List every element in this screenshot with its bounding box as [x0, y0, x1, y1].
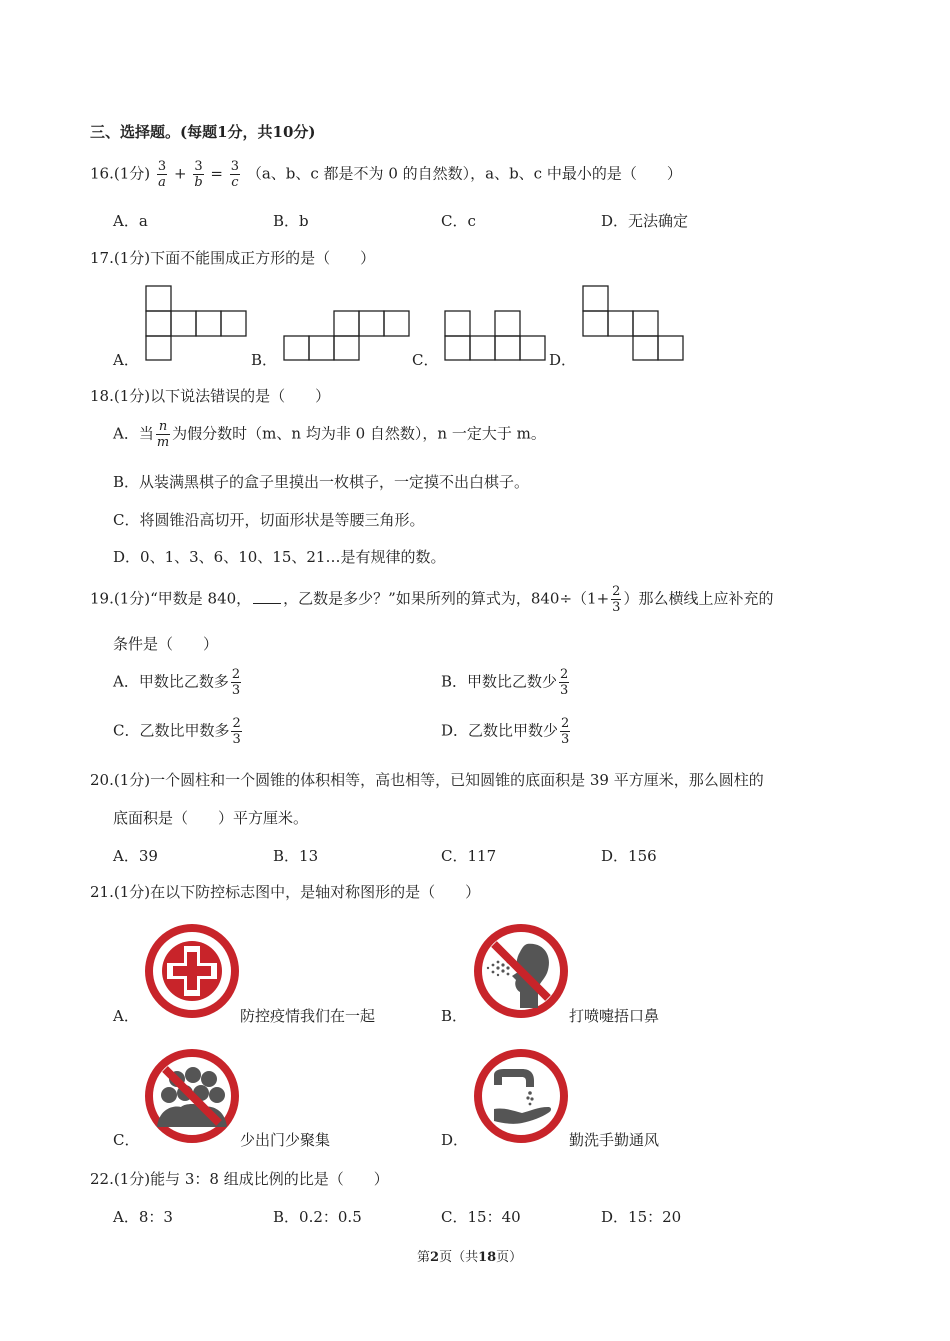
q18-option-c[interactable]: C．将圆锥沿高切开，切面形状是等腰三角形。 [113, 511, 425, 529]
q18-option-a[interactable]: A．当 $\frac{n}{m}$ 为假分数时（m、n 均为非 0 自然数），n 一定大于 m。 [113, 419, 546, 450]
question-19: 19.(1分)“甲数是 840， ，乙数是多少？”如果所列的算式为，840÷（1+ $\frac{2}{3}$ ）那么横线上应补充的 [90, 584, 774, 615]
q17-option-d[interactable]: D． [549, 351, 577, 369]
q20-line2: 底面积是（ ）平方厘米。 [113, 809, 309, 827]
page-total: 18 [478, 1250, 497, 1265]
no-crowd-icon[interactable] [143, 1047, 241, 1145]
q19-line2: 条件是（ ） [113, 635, 219, 653]
q22-option-a[interactable]: A．8：3 [113, 1208, 173, 1226]
q19-option-a[interactable]: A．甲数比乙数多 $\frac{2}{3}$ [113, 667, 241, 698]
q22-option-d[interactable]: D．15：20 [601, 1208, 682, 1226]
q16-option-b[interactable]: B．b [273, 212, 309, 230]
q21-option-c-letter[interactable]: C． [113, 1131, 140, 1149]
q17-net-d [582, 285, 688, 361]
q17-net-b [283, 310, 413, 362]
q16-option-c[interactable]: C．c [441, 212, 476, 230]
q17-option-b[interactable]: B． [251, 351, 278, 369]
q17-net-a [145, 285, 249, 361]
question-18: 18.(1分)以下说法错误的是（ ） [90, 387, 331, 405]
q16-condition: （a、b、c 都是不为 0 的自然数），a、b、c 中最小的是（ ） [246, 164, 682, 183]
q19-option-c[interactable]: C．乙数比甲数多 $\frac{2}{3}$ [113, 716, 241, 747]
q21-option-b-caption: 打喷嚏捂口鼻 [569, 1007, 660, 1025]
q20-option-d[interactable]: D．156 [601, 847, 657, 865]
question-16: 16.(1分) $\frac{3}{a}$ + $\frac{3}{b}$ = $\frac{3}{c}$ （a、b、c 都是不为 0 的自然数），a、b、c 中最小的是（ ） [90, 159, 682, 190]
red-cross-icon[interactable] [143, 922, 241, 1020]
question-20: 20.(1分)一个圆柱和一个圆锥的体积相等，高也相等，已知圆锥的底面积是 39 平方厘米，那么圆柱的 [90, 771, 764, 789]
hand-wash-icon[interactable] [472, 1047, 570, 1145]
q18-option-d[interactable]: D．0、1、3、6、10、15、21…是有规律的数。 [113, 548, 446, 566]
q18-option-b[interactable]: B．从装满黑棋子的盒子里摸出一枚棋子，一定摸不出白棋子。 [113, 473, 530, 491]
section-title: 三、选择题。(每题1分，共10分) [90, 123, 316, 141]
q16-frac-a: $\frac{3}{a}$ [157, 159, 167, 190]
q17-option-c[interactable]: C． [412, 351, 439, 369]
q16-option-d[interactable]: D．无法确定 [601, 212, 689, 230]
q20-option-c[interactable]: C．117 [441, 847, 497, 865]
q21-option-d-letter[interactable]: D． [441, 1131, 469, 1149]
q20-option-a[interactable]: A．39 [113, 847, 158, 865]
q21-option-a-caption: 防控疫情我们在一起 [240, 1007, 376, 1025]
question-22: 22.(1分)能与 3：8 组成比例的比是（ ） [90, 1170, 389, 1188]
no-sneeze-icon[interactable] [472, 922, 570, 1020]
q19-option-b[interactable]: B．甲数比乙数少 $\frac{2}{3}$ [441, 667, 569, 698]
answer-blank[interactable] [253, 591, 281, 604]
q20-option-b[interactable]: B．13 [273, 847, 319, 865]
q21-option-a-letter[interactable]: A． [113, 1007, 139, 1025]
question-21: 21.(1分)在以下防控标志图中，是轴对称图形的是（ ） [90, 883, 481, 901]
question-17: 17.(1分)下面不能围成正方形的是（ ） [90, 249, 376, 267]
q19-option-d[interactable]: D．乙数比甲数少 $\frac{2}{3}$ [441, 716, 570, 747]
q21-option-d-caption: 勤洗手勤通风 [569, 1131, 660, 1149]
q17-net-c [444, 310, 550, 362]
q22-option-c[interactable]: C．15：40 [441, 1208, 521, 1226]
q16-frac-c: $\frac{3}{c}$ [230, 159, 240, 190]
q17-option-a[interactable]: A． [113, 351, 139, 369]
q21-option-b-letter[interactable]: B． [441, 1007, 468, 1025]
page-footer: 第2页（共18页） [417, 1250, 523, 1265]
q21-option-c-caption: 少出门少聚集 [240, 1131, 331, 1149]
q16-option-a[interactable]: A．a [113, 212, 148, 230]
q22-option-b[interactable]: B．0.2：0.5 [273, 1208, 362, 1226]
q16-prefix: 16.(1分) [90, 164, 151, 183]
page-number: 2 [430, 1250, 440, 1265]
q16-frac-b: $\frac{3}{b}$ [194, 159, 203, 190]
